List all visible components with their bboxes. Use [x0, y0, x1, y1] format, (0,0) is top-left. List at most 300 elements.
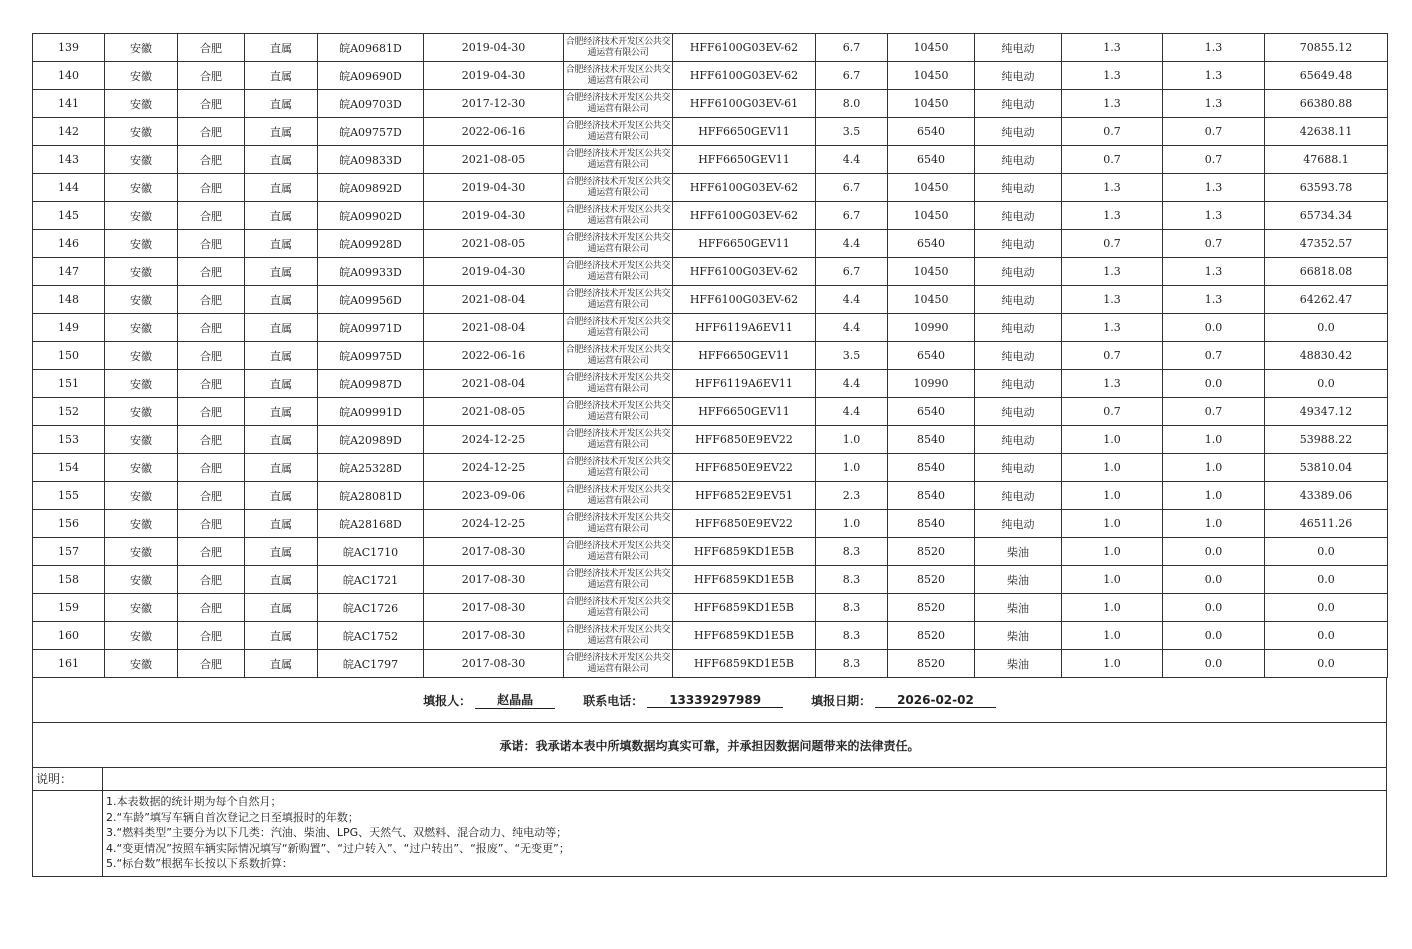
cell-province: 安徽: [105, 650, 178, 678]
cell-std-units-a: 1.0: [1062, 510, 1163, 538]
table-row: [33, 510, 1388, 538]
filler-label: 填报人：: [423, 693, 472, 708]
cell-city: 合肥: [178, 426, 245, 454]
table-row: [33, 454, 1388, 482]
cell-company: 合肥经济技术开发区公共交通运营有限公司: [564, 314, 673, 342]
cell-company: 合肥经济技术开发区公共交通运营有限公司: [564, 566, 673, 594]
cell-affiliation: 直属: [245, 258, 318, 286]
cell-std-units-a: 1.3: [1062, 202, 1163, 230]
cell-province: 安徽: [105, 90, 178, 118]
cell-std-units-b: 1.3: [1163, 258, 1265, 286]
cell-reg-date: 2019-04-30: [424, 174, 564, 202]
cell-age: 3.5: [816, 118, 888, 146]
cell-affiliation: 直属: [245, 90, 318, 118]
cell-age: 6.7: [816, 34, 888, 62]
table-row: [33, 538, 1388, 566]
cell-company: 合肥经济技术开发区公共交通运营有限公司: [564, 594, 673, 622]
cell-plate: 皖A09971D: [318, 314, 424, 342]
cell-std-units-b: 0.0: [1163, 538, 1265, 566]
cell-model: HFF6119A6EV11: [673, 370, 816, 398]
table-row: [33, 258, 1388, 286]
cell-model: HFF6650GEV11: [673, 342, 816, 370]
cell-plate: 皖A09902D: [318, 202, 424, 230]
cell-company: 合肥经济技术开发区公共交通运营有限公司: [564, 34, 673, 62]
cell-std-units-a: 1.3: [1062, 90, 1163, 118]
table-row: [33, 482, 1388, 510]
cell-province: 安徽: [105, 510, 178, 538]
cell-province: 安徽: [105, 146, 178, 174]
cell-city: 合肥: [178, 650, 245, 678]
cell-mileage: 65734.34: [1265, 202, 1388, 230]
cell-model: HFF6650GEV11: [673, 230, 816, 258]
cell-mileage: 47352.57: [1265, 230, 1388, 258]
cell-seq: 139: [33, 34, 105, 62]
cell-fuel-type: 纯电动: [975, 34, 1062, 62]
cell-std-units-a: 0.7: [1062, 230, 1163, 258]
cell-age: 8.3: [816, 538, 888, 566]
cell-age: 4.4: [816, 370, 888, 398]
cell-plate: 皖A28081D: [318, 482, 424, 510]
date-label: 填报日期：: [811, 693, 872, 708]
cell-plate: 皖A09928D: [318, 230, 424, 258]
cell-age: 8.3: [816, 650, 888, 678]
cell-seq: 145: [33, 202, 105, 230]
cell-fuel-type: 纯电动: [975, 62, 1062, 90]
cell-mileage: 63593.78: [1265, 174, 1388, 202]
cell-std-units-b: 1.3: [1163, 34, 1265, 62]
cell-std-units-a: 0.7: [1062, 146, 1163, 174]
cell-seq: 152: [33, 398, 105, 426]
cell-model: HFF6859KD1E5B: [673, 538, 816, 566]
vehicle-table: [32, 33, 1388, 678]
cell-std-units-b: 0.0: [1163, 650, 1265, 678]
cell-province: 安徽: [105, 258, 178, 286]
cell-seq: 147: [33, 258, 105, 286]
cell-affiliation: 直属: [245, 482, 318, 510]
cell-reg-date: 2024-12-25: [424, 454, 564, 482]
cell-reg-date: 2021-08-05: [424, 146, 564, 174]
cell-affiliation: 直属: [245, 454, 318, 482]
cell-std-units-a: 1.0: [1062, 482, 1163, 510]
cell-mileage: 53988.22: [1265, 426, 1388, 454]
cell-city: 合肥: [178, 454, 245, 482]
cell-mileage: 0.0: [1265, 650, 1388, 678]
cell-affiliation: 直属: [245, 650, 318, 678]
cell-seq: 141: [33, 90, 105, 118]
cell-model: HFF6859KD1E5B: [673, 566, 816, 594]
cell-fuel-type: 纯电动: [975, 370, 1062, 398]
cell-company: 合肥经济技术开发区公共交通运营有限公司: [564, 342, 673, 370]
cell-mileage: 42638.11: [1265, 118, 1388, 146]
cell-province: 安徽: [105, 62, 178, 90]
cell-seq: 154: [33, 454, 105, 482]
cell-reg-date: 2024-12-25: [424, 426, 564, 454]
notes-header: [33, 768, 1386, 791]
cell-company: 合肥经济技术开发区公共交通运营有限公司: [564, 482, 673, 510]
cell-length: 8540: [888, 454, 975, 482]
cell-fuel-type: 纯电动: [975, 174, 1062, 202]
cell-fuel-type: 纯电动: [975, 230, 1062, 258]
cell-mileage: 47688.1: [1265, 146, 1388, 174]
cell-affiliation: 直属: [245, 34, 318, 62]
cell-age: 8.3: [816, 594, 888, 622]
cell-province: 安徽: [105, 314, 178, 342]
cell-age: 8.3: [816, 622, 888, 650]
cell-company: 合肥经济技术开发区公共交通运营有限公司: [564, 230, 673, 258]
cell-model: HFF6100G03EV-62: [673, 34, 816, 62]
cell-mileage: 49347.12: [1265, 398, 1388, 426]
cell-seq: 153: [33, 426, 105, 454]
cell-std-units-b: 1.3: [1163, 286, 1265, 314]
cell-std-units-b: 1.3: [1163, 202, 1265, 230]
table-row: [33, 650, 1388, 678]
cell-fuel-type: 纯电动: [975, 398, 1062, 426]
cell-reg-date: 2021-08-04: [424, 314, 564, 342]
cell-plate: 皖A09975D: [318, 342, 424, 370]
cell-reg-date: 2019-04-30: [424, 202, 564, 230]
cell-seq: 142: [33, 118, 105, 146]
cell-reg-date: 2017-08-30: [424, 622, 564, 650]
cell-std-units-a: 0.7: [1062, 118, 1163, 146]
cell-std-units-b: 0.0: [1163, 314, 1265, 342]
cell-std-units-b: 1.0: [1163, 426, 1265, 454]
cell-city: 合肥: [178, 146, 245, 174]
cell-plate: 皖A28168D: [318, 510, 424, 538]
cell-reg-date: 2017-08-30: [424, 538, 564, 566]
cell-fuel-type: 纯电动: [975, 342, 1062, 370]
cell-city: 合肥: [178, 230, 245, 258]
cell-age: 1.0: [816, 454, 888, 482]
cell-affiliation: 直属: [245, 538, 318, 566]
cell-plate: 皖A25328D: [318, 454, 424, 482]
cell-reg-date: 2019-04-30: [424, 34, 564, 62]
cell-seq: 158: [33, 566, 105, 594]
cell-std-units-b: 0.7: [1163, 118, 1265, 146]
cell-reg-date: 2017-08-30: [424, 566, 564, 594]
cell-province: 安徽: [105, 454, 178, 482]
note-line: 2.“车龄”填写车辆自首次登记之日至填报时的年数；: [106, 810, 359, 824]
cell-model: HFF6859KD1E5B: [673, 594, 816, 622]
cell-affiliation: 直属: [245, 286, 318, 314]
cell-age: 4.4: [816, 230, 888, 258]
cell-province: 安徽: [105, 370, 178, 398]
cell-company: 合肥经济技术开发区公共交通运营有限公司: [564, 426, 673, 454]
cell-length: 10450: [888, 62, 975, 90]
cell-seq: 161: [33, 650, 105, 678]
cell-seq: 159: [33, 594, 105, 622]
cell-model: HFF6100G03EV-62: [673, 62, 816, 90]
cell-reg-date: 2023-09-06: [424, 482, 564, 510]
cell-city: 合肥: [178, 118, 245, 146]
cell-age: 4.4: [816, 398, 888, 426]
cell-model: HFF6100G03EV-62: [673, 202, 816, 230]
filler-info-row: [33, 678, 1386, 723]
cell-city: 合肥: [178, 286, 245, 314]
cell-length: 8520: [888, 538, 975, 566]
cell-std-units-b: 1.3: [1163, 174, 1265, 202]
notes-label: 说明：: [33, 768, 103, 790]
cell-age: 8.3: [816, 566, 888, 594]
cell-city: 合肥: [178, 174, 245, 202]
table-row: [33, 426, 1388, 454]
cell-model: HFF6852E9EV51: [673, 482, 816, 510]
cell-mileage: 65649.48: [1265, 62, 1388, 90]
cell-province: 安徽: [105, 426, 178, 454]
cell-company: 合肥经济技术开发区公共交通运营有限公司: [564, 258, 673, 286]
cell-affiliation: 直属: [245, 342, 318, 370]
cell-affiliation: 直属: [245, 398, 318, 426]
cell-length: 10990: [888, 370, 975, 398]
cell-province: 安徽: [105, 174, 178, 202]
cell-fuel-type: 柴油: [975, 538, 1062, 566]
cell-affiliation: 直属: [245, 202, 318, 230]
table-row: [33, 118, 1388, 146]
cell-reg-date: 2019-04-30: [424, 62, 564, 90]
table-row: [33, 566, 1388, 594]
cell-province: 安徽: [105, 118, 178, 146]
cell-model: HFF6100G03EV-62: [673, 258, 816, 286]
cell-province: 安徽: [105, 538, 178, 566]
cell-reg-date: 2021-08-05: [424, 230, 564, 258]
cell-affiliation: 直属: [245, 174, 318, 202]
cell-std-units-a: 0.7: [1062, 398, 1163, 426]
cell-fuel-type: 纯电动: [975, 286, 1062, 314]
cell-plate: 皖A09987D: [318, 370, 424, 398]
cell-affiliation: 直属: [245, 426, 318, 454]
table-row: [33, 146, 1388, 174]
cell-std-units-a: 1.3: [1062, 286, 1163, 314]
cell-affiliation: 直属: [245, 594, 318, 622]
cell-company: 合肥经济技术开发区公共交通运营有限公司: [564, 90, 673, 118]
cell-model: HFF6100G03EV-62: [673, 174, 816, 202]
cell-city: 合肥: [178, 258, 245, 286]
cell-std-units-b: 0.0: [1163, 370, 1265, 398]
cell-length: 10450: [888, 90, 975, 118]
cell-std-units-a: 0.7: [1062, 342, 1163, 370]
cell-reg-date: 2017-12-30: [424, 90, 564, 118]
cell-mileage: 48830.42: [1265, 342, 1388, 370]
cell-reg-date: 2024-12-25: [424, 510, 564, 538]
note-line: 3.“燃料类型”主要分为以下几类：汽油、柴油、LPG、天然气、双燃料、混合动力、纯电动等；: [106, 826, 568, 839]
cell-plate: 皖A09892D: [318, 174, 424, 202]
cell-std-units-b: 0.7: [1163, 398, 1265, 426]
cell-model: HFF6100G03EV-61: [673, 90, 816, 118]
cell-affiliation: 直属: [245, 62, 318, 90]
cell-model: HFF6859KD1E5B: [673, 622, 816, 650]
cell-city: 合肥: [178, 482, 245, 510]
cell-model: HFF6650GEV11: [673, 146, 816, 174]
cell-length: 6540: [888, 230, 975, 258]
table-row: [33, 342, 1388, 370]
cell-fuel-type: 纯电动: [975, 202, 1062, 230]
cell-mileage: 66818.08: [1265, 258, 1388, 286]
report-footer: [32, 678, 1387, 877]
cell-model: HFF6100G03EV-62: [673, 286, 816, 314]
cell-length: 10450: [888, 258, 975, 286]
cell-plate: 皖AC1752: [318, 622, 424, 650]
cell-length: 6540: [888, 342, 975, 370]
cell-affiliation: 直属: [245, 622, 318, 650]
cell-province: 安徽: [105, 342, 178, 370]
cell-mileage: 46511.26: [1265, 510, 1388, 538]
cell-city: 合肥: [178, 342, 245, 370]
cell-affiliation: 直属: [245, 370, 318, 398]
cell-length: 6540: [888, 146, 975, 174]
cell-company: 合肥经济技术开发区公共交通运营有限公司: [564, 118, 673, 146]
note-line: 1.本表数据的统计期为每个自然月；: [106, 795, 282, 808]
cell-std-units-a: 1.3: [1062, 34, 1163, 62]
cell-std-units-b: 0.0: [1163, 566, 1265, 594]
cell-affiliation: 直属: [245, 230, 318, 258]
cell-province: 安徽: [105, 286, 178, 314]
cell-city: 合肥: [178, 62, 245, 90]
cell-company: 合肥经济技术开发区公共交通运营有限公司: [564, 622, 673, 650]
table-row: [33, 314, 1388, 342]
cell-plate: 皖A09703D: [318, 90, 424, 118]
cell-model: HFF6650GEV11: [673, 118, 816, 146]
table-row: [33, 174, 1388, 202]
cell-seq: 155: [33, 482, 105, 510]
cell-province: 安徽: [105, 398, 178, 426]
cell-model: HFF6859KD1E5B: [673, 650, 816, 678]
phone-value: 13339297989: [647, 693, 783, 708]
cell-city: 合肥: [178, 594, 245, 622]
cell-fuel-type: 纯电动: [975, 258, 1062, 286]
cell-age: 1.0: [816, 510, 888, 538]
cell-fuel-type: 纯电动: [975, 510, 1062, 538]
cell-age: 6.7: [816, 174, 888, 202]
vehicle-table-body: [33, 34, 1388, 678]
cell-seq: 157: [33, 538, 105, 566]
vehicle-report-sheet: [32, 33, 1387, 877]
cell-fuel-type: 柴油: [975, 650, 1062, 678]
table-row: [33, 286, 1388, 314]
cell-affiliation: 直属: [245, 118, 318, 146]
cell-company: 合肥经济技术开发区公共交通运营有限公司: [564, 650, 673, 678]
cell-seq: 143: [33, 146, 105, 174]
cell-age: 8.0: [816, 90, 888, 118]
cell-fuel-type: 纯电动: [975, 118, 1062, 146]
cell-city: 合肥: [178, 34, 245, 62]
note-line: 5.“标台数”根据车长按以下系数折算：: [106, 857, 293, 870]
cell-age: 6.7: [816, 202, 888, 230]
cell-std-units-a: 1.0: [1062, 566, 1163, 594]
cell-seq: 150: [33, 342, 105, 370]
cell-mileage: 0.0: [1265, 622, 1388, 650]
cell-city: 合肥: [178, 202, 245, 230]
cell-length: 8540: [888, 510, 975, 538]
cell-company: 合肥经济技术开发区公共交通运营有限公司: [564, 370, 673, 398]
cell-mileage: 0.0: [1265, 538, 1388, 566]
cell-mileage: 66380.88: [1265, 90, 1388, 118]
cell-seq: 149: [33, 314, 105, 342]
cell-plate: 皖AC1797: [318, 650, 424, 678]
cell-company: 合肥经济技术开发区公共交通运营有限公司: [564, 398, 673, 426]
cell-length: 10450: [888, 34, 975, 62]
cell-plate: 皖AC1721: [318, 566, 424, 594]
cell-model: HFF6850E9EV22: [673, 454, 816, 482]
cell-length: 6540: [888, 398, 975, 426]
cell-model: HFF6850E9EV22: [673, 426, 816, 454]
cell-std-units-b: 0.7: [1163, 230, 1265, 258]
cell-reg-date: 2021-08-05: [424, 398, 564, 426]
cell-std-units-a: 1.0: [1062, 650, 1163, 678]
cell-seq: 140: [33, 62, 105, 90]
cell-plate: 皖A09991D: [318, 398, 424, 426]
cell-fuel-type: 纯电动: [975, 454, 1062, 482]
cell-city: 合肥: [178, 538, 245, 566]
phone-label: 联系电话：: [583, 693, 644, 708]
cell-company: 合肥经济技术开发区公共交通运营有限公司: [564, 202, 673, 230]
cell-std-units-b: 1.3: [1163, 62, 1265, 90]
cell-std-units-b: 1.0: [1163, 510, 1265, 538]
cell-std-units-a: 1.0: [1062, 538, 1163, 566]
promise-statement: 承诺：我承诺本表中所填数据均真实可靠，并承担因数据问题带来的法律责任。: [33, 723, 1386, 768]
table-row: [33, 202, 1388, 230]
cell-plate: 皖A09933D: [318, 258, 424, 286]
table-row: [33, 594, 1388, 622]
cell-fuel-type: 纯电动: [975, 426, 1062, 454]
cell-fuel-type: 纯电动: [975, 146, 1062, 174]
cell-age: 2.3: [816, 482, 888, 510]
cell-city: 合肥: [178, 90, 245, 118]
cell-reg-date: 2019-04-30: [424, 258, 564, 286]
cell-reg-date: 2021-08-04: [424, 286, 564, 314]
cell-fuel-type: 柴油: [975, 594, 1062, 622]
cell-city: 合肥: [178, 622, 245, 650]
cell-std-units-b: 0.7: [1163, 146, 1265, 174]
cell-company: 合肥经济技术开发区公共交通运营有限公司: [564, 62, 673, 90]
cell-std-units-a: 1.3: [1062, 62, 1163, 90]
cell-age: 6.7: [816, 258, 888, 286]
cell-city: 合肥: [178, 370, 245, 398]
cell-company: 合肥经济技术开发区公共交通运营有限公司: [564, 286, 673, 314]
cell-reg-date: 2021-08-04: [424, 370, 564, 398]
cell-seq: 144: [33, 174, 105, 202]
cell-reg-date: 2022-06-16: [424, 118, 564, 146]
cell-mileage: 0.0: [1265, 566, 1388, 594]
cell-mileage: 53810.04: [1265, 454, 1388, 482]
cell-seq: 148: [33, 286, 105, 314]
cell-std-units-b: 0.0: [1163, 594, 1265, 622]
table-row: [33, 90, 1388, 118]
cell-length: 10450: [888, 202, 975, 230]
cell-seq: 151: [33, 370, 105, 398]
date-value: 2026-02-02: [875, 693, 996, 708]
cell-city: 合肥: [178, 510, 245, 538]
cell-std-units-a: 1.3: [1062, 314, 1163, 342]
table-row: [33, 370, 1388, 398]
cell-company: 合肥经济技术开发区公共交通运营有限公司: [564, 174, 673, 202]
cell-length: 8520: [888, 622, 975, 650]
cell-model: HFF6850E9EV22: [673, 510, 816, 538]
cell-model: HFF6119A6EV11: [673, 314, 816, 342]
cell-std-units-a: 1.3: [1062, 174, 1163, 202]
cell-age: 4.4: [816, 314, 888, 342]
cell-fuel-type: 纯电动: [975, 314, 1062, 342]
cell-plate: 皖A20989D: [318, 426, 424, 454]
cell-age: 3.5: [816, 342, 888, 370]
cell-affiliation: 直属: [245, 314, 318, 342]
cell-province: 安徽: [105, 230, 178, 258]
cell-length: 8520: [888, 566, 975, 594]
cell-length: 6540: [888, 118, 975, 146]
table-row: [33, 34, 1388, 62]
cell-length: 10450: [888, 174, 975, 202]
cell-city: 合肥: [178, 314, 245, 342]
notes-body: [33, 791, 1386, 876]
cell-mileage: 70855.12: [1265, 34, 1388, 62]
